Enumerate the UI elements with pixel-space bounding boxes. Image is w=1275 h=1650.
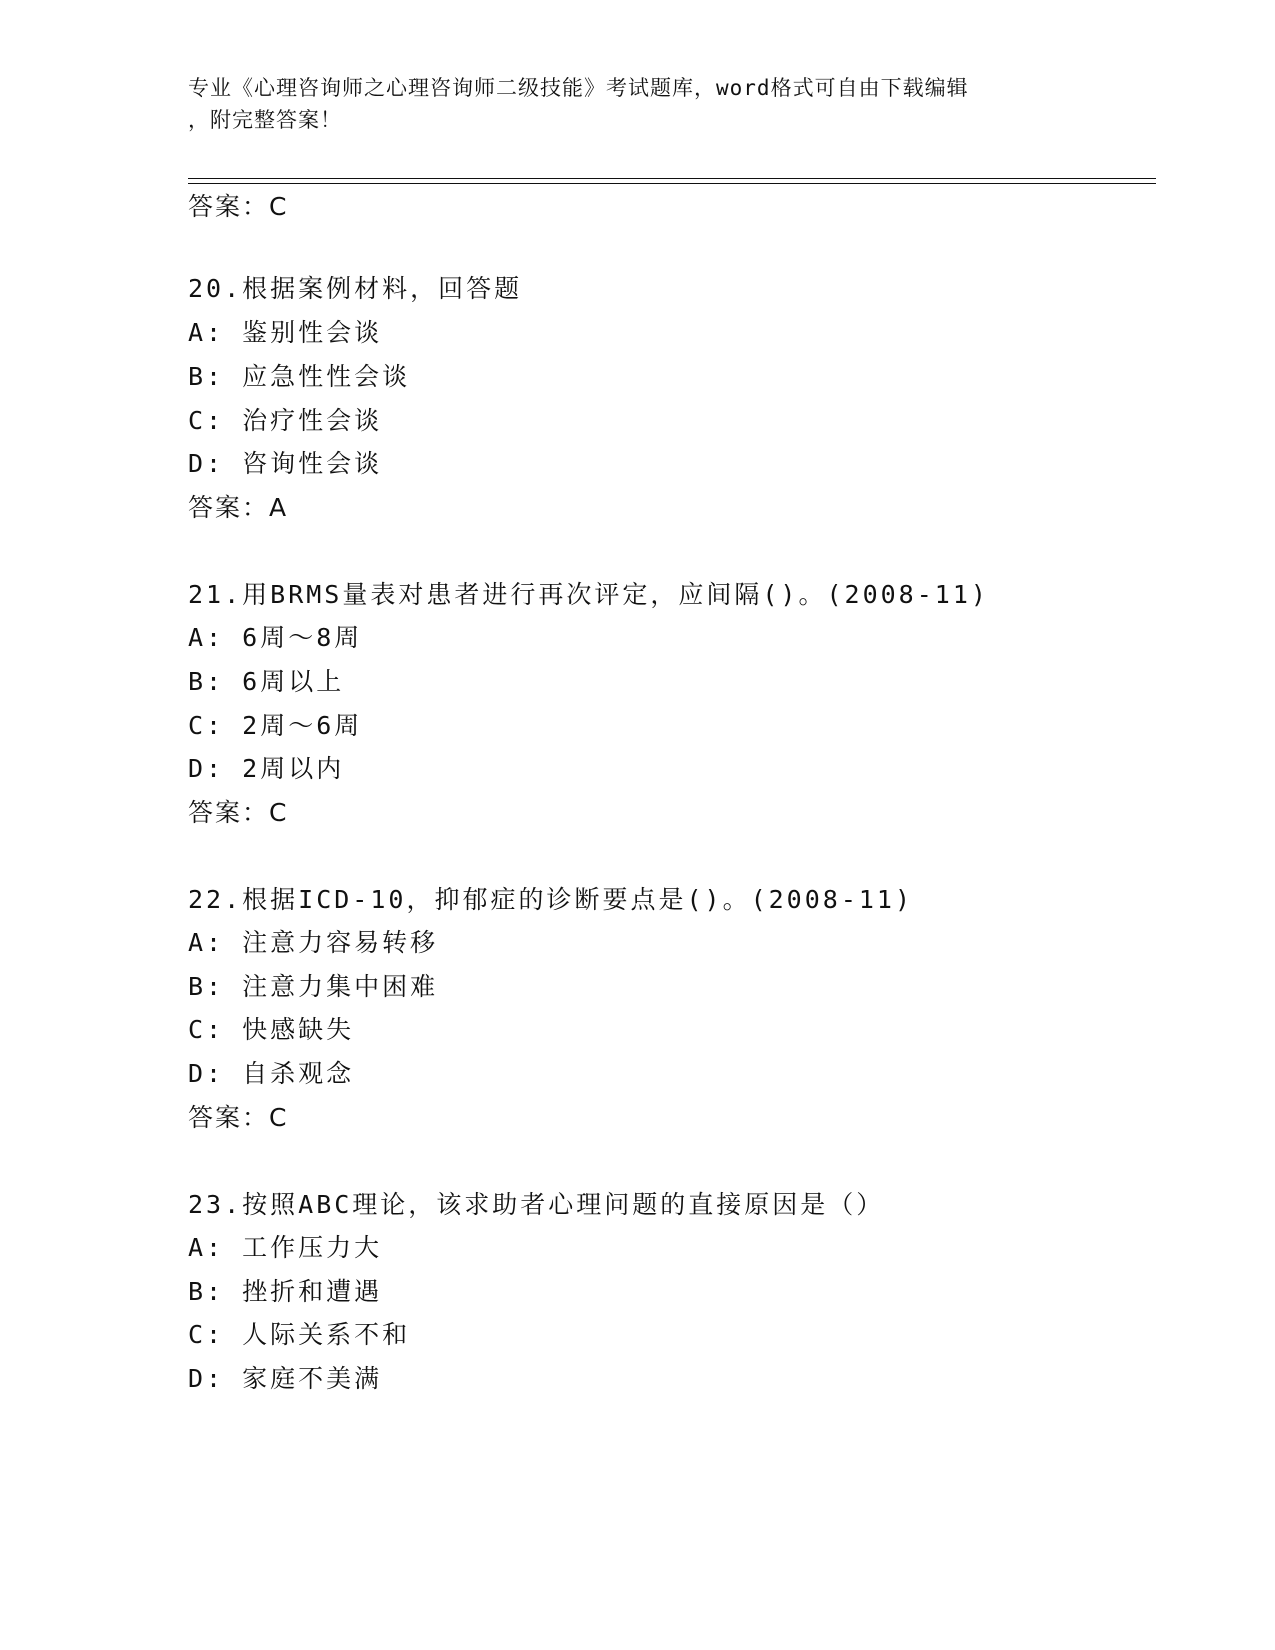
question-20-option-d: D: 咨询性会谈 <box>188 449 383 478</box>
question-23-option-d: D: 家庭不美满 <box>188 1364 383 1393</box>
header-divider-top <box>188 178 1156 179</box>
question-20-stem: 20.根据案例材料，回答题 <box>188 274 523 303</box>
question-22-option-d: D: 自杀观念 <box>188 1059 355 1088</box>
question-21-option-c: C: 2周～6周 <box>188 711 363 740</box>
question-21-option-d: D: 2周以内 <box>188 754 345 783</box>
question-21-stem: 21.用BRMS量表对患者进行再次评定，应间隔()。(2008-11) <box>188 580 989 609</box>
question-21-answer: 答案：C <box>188 798 289 827</box>
question-23-stem: 23.按照ABC理论，该求助者心理问题的直接原因是（） <box>188 1190 885 1219</box>
question-20-option-b: B: 应急性性会谈 <box>188 362 411 391</box>
question-22-option-b: B: 注意力集中困难 <box>188 972 439 1001</box>
question-23-option-c: C: 人际关系不和 <box>188 1320 411 1349</box>
question-22-option-c: C: 快感缺失 <box>188 1015 355 1044</box>
header-divider-bottom <box>188 183 1156 184</box>
previous-answer: 答案：C <box>188 192 289 221</box>
question-20-option-a: A: 鉴别性会谈 <box>188 318 383 347</box>
question-22-answer: 答案：C <box>188 1103 289 1132</box>
question-21-option-a: A: 6周～8周 <box>188 623 363 652</box>
question-20-option-c: C: 治疗性会谈 <box>188 406 383 435</box>
question-22-stem: 22.根据ICD-10，抑郁症的诊断要点是()。(2008-11) <box>188 885 914 914</box>
question-21-option-b: B: 6周以上 <box>188 667 345 696</box>
question-23-option-a: A: 工作压力大 <box>188 1233 383 1262</box>
question-23-option-b: B: 挫折和遭遇 <box>188 1277 383 1306</box>
document-header <box>188 72 1088 136</box>
header-line-1: 专业《心理咨询师之心理咨询师二级技能》考试题库，word格式可自由下载编辑 <box>188 76 969 100</box>
question-20-answer: 答案：A <box>188 493 289 522</box>
header-line-2: ，附完整答案！ <box>188 108 342 132</box>
question-22-option-a: A: 注意力容易转移 <box>188 928 439 957</box>
